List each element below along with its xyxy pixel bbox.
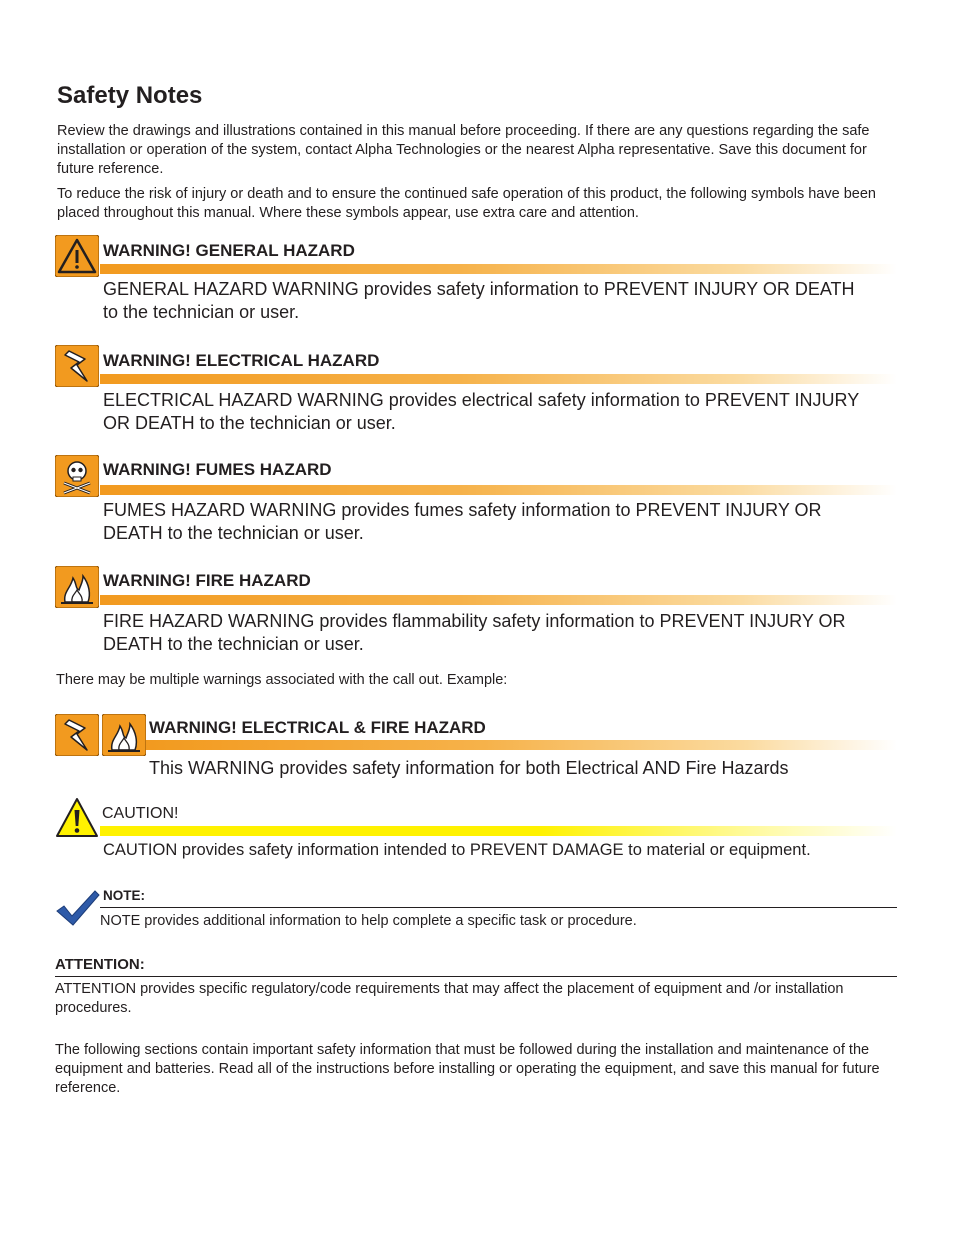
warning-combined-body: This WARNING provides safety information for both Electrical AND Fire Hazards — [149, 758, 789, 778]
warning-combined-bar — [146, 740, 897, 750]
fire-hazard-icon — [55, 566, 99, 608]
attention-rule — [55, 976, 897, 977]
warning-fire-title: WARNING! FIRE HAZARD — [103, 571, 311, 590]
checkmark-icon — [55, 889, 101, 927]
warning-fire-body: FIRE HAZARD WARNING provides flammability safety information to PREVENT INJURY OR DEATH to the technician or user. — [103, 611, 846, 654]
warning-electrical-body: ELECTRICAL HAZARD WARNING provides electrical safety information to PREVENT INJURY OR DEATH to the technician or user. — [103, 390, 859, 433]
warning-combined-title: WARNING! ELECTRICAL & FIRE HAZARD — [149, 718, 486, 737]
note-title: NOTE: — [103, 888, 145, 903]
warning-fumes-body: FUMES HAZARD WARNING provides fumes safety information to PREVENT INJURY OR DEATH to the technician or user. — [103, 500, 822, 543]
warning-general-body: GENERAL HAZARD WARNING provides safety information to PREVENT INJURY OR DEATH to the technician or user. — [103, 279, 855, 322]
warning-general-bar — [100, 264, 897, 274]
fire-hazard-icon — [102, 714, 146, 756]
warning-fumes-title: WARNING! FUMES HAZARD — [103, 460, 332, 479]
caution-icon — [55, 797, 99, 839]
closing-paragraph: The following sections contain important safety information that must be followed during the installation and maintenance of the equipment and batteries. Read all of the instructions before installing or operating the equipment, and save this manual for future reference. — [55, 1042, 880, 1096]
caution-body: CAUTION provides safety information intended to PREVENT DAMAGE to material or equipment. — [103, 841, 811, 859]
multiple-warnings-note: There may be multiple warnings associated with the call out. Example: — [56, 672, 508, 688]
electrical-hazard-icon — [55, 714, 99, 756]
caution-bar — [100, 826, 897, 836]
note-rule — [100, 907, 897, 908]
note-body: NOTE provides additional information to help complete a specific task or procedure. — [100, 913, 637, 929]
general-hazard-icon — [55, 235, 99, 277]
warning-fumes-bar — [100, 485, 897, 495]
warning-electrical-bar — [100, 374, 897, 384]
warning-fire-bar — [100, 595, 897, 605]
caution-title: CAUTION! — [102, 805, 179, 822]
attention-body: ATTENTION provides specific regulatory/code requirements that may affect the placement of equipment and /or installation procedures. — [55, 981, 844, 1016]
intro-paragraph-1: Review the drawings and illustrations contained in this manual before proceeding. If there are any questions regarding the safe installation or operation of the system, contact Alpha Technologies or the nearest Alpha representative. Save this document for future reference. — [57, 123, 870, 177]
page-title: Safety Notes — [57, 82, 203, 109]
electrical-hazard-icon — [55, 345, 99, 387]
fumes-hazard-icon — [55, 455, 99, 497]
warning-general-title: WARNING! GENERAL HAZARD — [103, 241, 355, 260]
intro-paragraph-2: To reduce the risk of injury or death and to ensure the continued safe operation of this product, the following symbols have been placed throughout this manual. Where these symbols appear, use extra care and attention. — [57, 186, 876, 221]
attention-title: ATTENTION: — [55, 956, 145, 973]
warning-electrical-title: WARNING! ELECTRICAL HAZARD — [103, 351, 380, 370]
